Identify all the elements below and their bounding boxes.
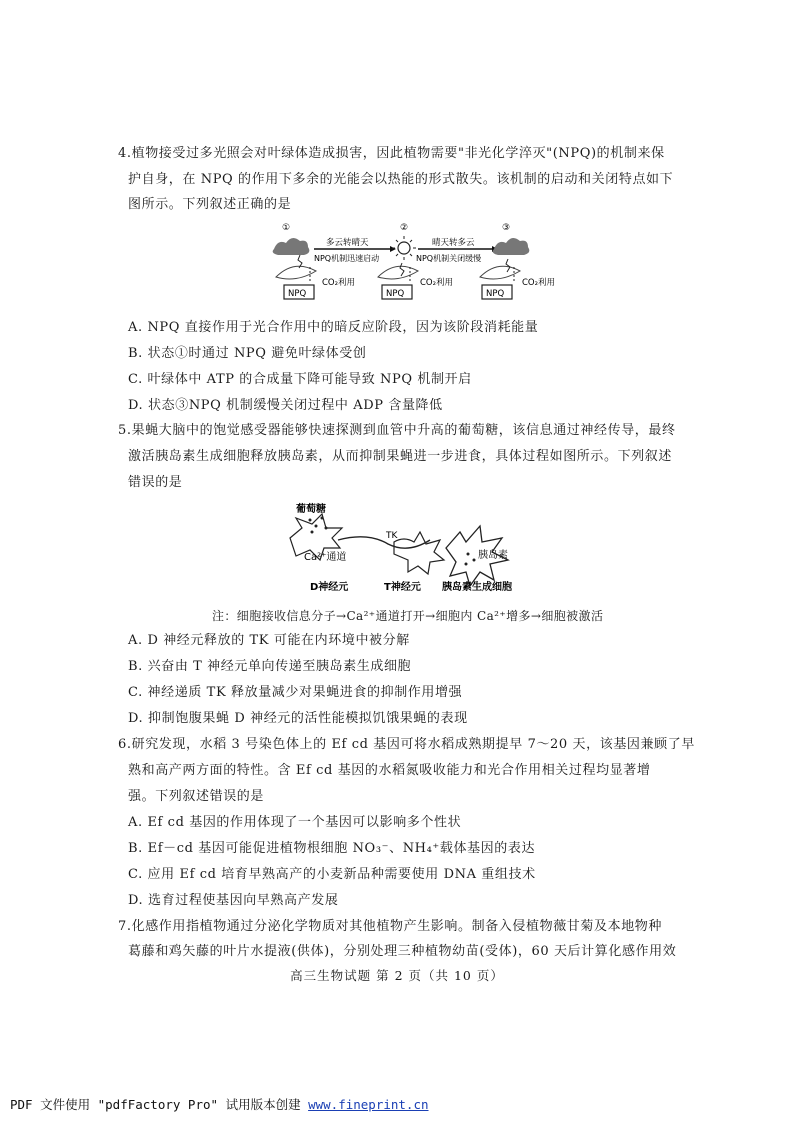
insulin-label: 胰岛素: [478, 550, 508, 561]
insulin-dots-icon: [465, 553, 476, 566]
npq-box-label: NPQ: [486, 289, 505, 299]
tk-label: TK: [386, 531, 398, 541]
q6-stem-line-2: 熟和高产两方面的特性。含 Ef cd 基因的水稻氮吸收能力和光合作用相关过程均显著增: [128, 763, 651, 778]
q4-option-a: A. NPQ 直接作用于光合作用中的暗反应阶段，因为该阶段消耗能量: [128, 320, 539, 335]
state-1-label: ①: [282, 223, 291, 233]
q5-option-c: C. 神经递质 TK 释放量减少对果蝇进食的抑制作用增强: [128, 685, 463, 700]
npq-figure: [270, 219, 560, 311]
q4-option-c: C. 叶绿体中 ATP 的合成量下降可能导致 NPQ 机制开启: [128, 372, 472, 387]
leaf-icon: [378, 266, 418, 279]
npq-box-label: NPQ: [386, 289, 405, 299]
co2-label-1: CO₂利用: [322, 278, 356, 288]
q6-option-d: D. 选育过程使基因向早熟高产发展: [128, 893, 339, 908]
wavy-arrow-icon: [506, 259, 510, 272]
q6-option-a: A. Ef cd 基因的作用体现了一个基因可以影响多个性状: [128, 815, 462, 830]
fly-neuron-figure: [282, 498, 552, 596]
q4-stem-line-2: 护自身，在 NPQ 的作用下多余的光能会以热能的形式散失。该机制的启动和关闭特点如下: [128, 172, 674, 187]
t-neuron-label: T神经元: [384, 582, 421, 593]
q6-stem-line-1: 6.研究发现，水稻 3 号染色体上的 Ef cd 基因可将水稻成熟期提早 7～20 天，该基因兼顾了早: [118, 737, 695, 752]
glucose-label: 葡萄糖: [296, 504, 326, 515]
cloud-icon: [493, 238, 530, 255]
wavy-arrow-icon: [400, 263, 404, 276]
q5-option-d: D. 抑制饱腹果蝇 D 神经元的活性能模拟饥饿果蝇的表现: [128, 711, 468, 726]
q6-stem-line-3: 强。下列叙述错误的是: [128, 789, 265, 804]
t-neuron-body-icon: [394, 532, 444, 574]
page-number-footer: 高三生物试题 第 2 页（共 10 页）: [290, 968, 504, 983]
arrow1-bottom-label: NPQ机制迅速启动: [314, 254, 380, 263]
arrow2-top-label: 晴天转多云: [432, 238, 475, 248]
q4-option-b: B. 状态①时通过 NPQ 避免叶绿体受创: [128, 346, 367, 361]
q6-option-c: C. 应用 Ef cd 培育早熟高产的小麦新品种需要使用 DNA 重组技术: [128, 867, 536, 882]
q7-stem-line-2: 葛藤和鸡矢藤的叶片水提液(供体)，分别处理三种植物幼苗(受体)，60 天后计算化感作用效: [128, 944, 677, 959]
q5-stem-line-2: 激活胰岛素生成细胞释放胰岛素，从而抑制果蝇进一步进食，具体过程如图所示。下列叙述: [128, 449, 673, 464]
q5-figure-note: 注：细胞接收信息分子→Ca²⁺通道打开→细胞内 Ca²⁺增多→细胞被激活: [212, 609, 604, 623]
insulin-cell-label: 胰岛素生成细胞: [442, 582, 512, 593]
q4-stem-line-3: 图所示。下列叙述正确的是: [128, 197, 292, 212]
ca-channel-label: Ca²⁺通道: [304, 552, 347, 563]
state-2-label: ②: [400, 223, 409, 233]
q5-option-b: B. 兴奋由 T 神经元单向传递至胰岛素生成细胞: [128, 659, 412, 674]
fineprint-link[interactable]: www.fineprint.cn: [308, 1097, 429, 1112]
q7-stem-line-1: 7.化感作用指植物通过分泌化学物质对其他植物产生影响。制备入侵植物薇甘菊及本地物种: [118, 919, 663, 934]
q6-option-b: B. Ef－cd 基因可能促进植物根细胞 NO₃⁻、NH₄⁺载体基因的表达: [128, 841, 536, 856]
q5-option-a: A. D 神经元释放的 TK 可能在内环境中被分解: [128, 633, 410, 648]
sun-rays-icon: [392, 236, 416, 260]
q4-stem-line-1: 4.植物接受过多光照会对叶绿体造成损害，因此植物需要"非光化学淬灭"(NPQ)的机制来保: [118, 146, 665, 161]
cloud-icon: [273, 238, 310, 255]
state-3-label: ③: [502, 223, 511, 233]
pdf-footer-text: PDF 文件使用 "pdfFactory Pro" 试用版本创建: [10, 1097, 309, 1112]
arrow-1-head: [390, 246, 396, 252]
arrow1-top-label: 多云转晴天: [326, 238, 369, 248]
pdf-creator-footer: [10, 1095, 429, 1113]
arrow2-bottom-label: NPQ机制关闭缓慢: [416, 254, 482, 263]
co2-label-2: CO₂利用: [420, 278, 454, 288]
npq-box-label: NPQ: [288, 289, 307, 299]
d-neuron-label: D神经元: [310, 582, 349, 593]
q4-option-d: D. 状态③NPQ 机制缓慢关闭过程中 ADP 含量降低: [128, 398, 443, 413]
sun-icon: [398, 242, 410, 254]
co2-label-3: CO₂利用: [522, 278, 556, 288]
q5-stem-line-1: 5.果蝇大脑中的饱觉感受器能够快速探测到血管中升高的葡萄糖，该信息通过神经传导，最终: [118, 423, 676, 438]
q5-stem-line-3: 错误的是: [128, 475, 183, 490]
